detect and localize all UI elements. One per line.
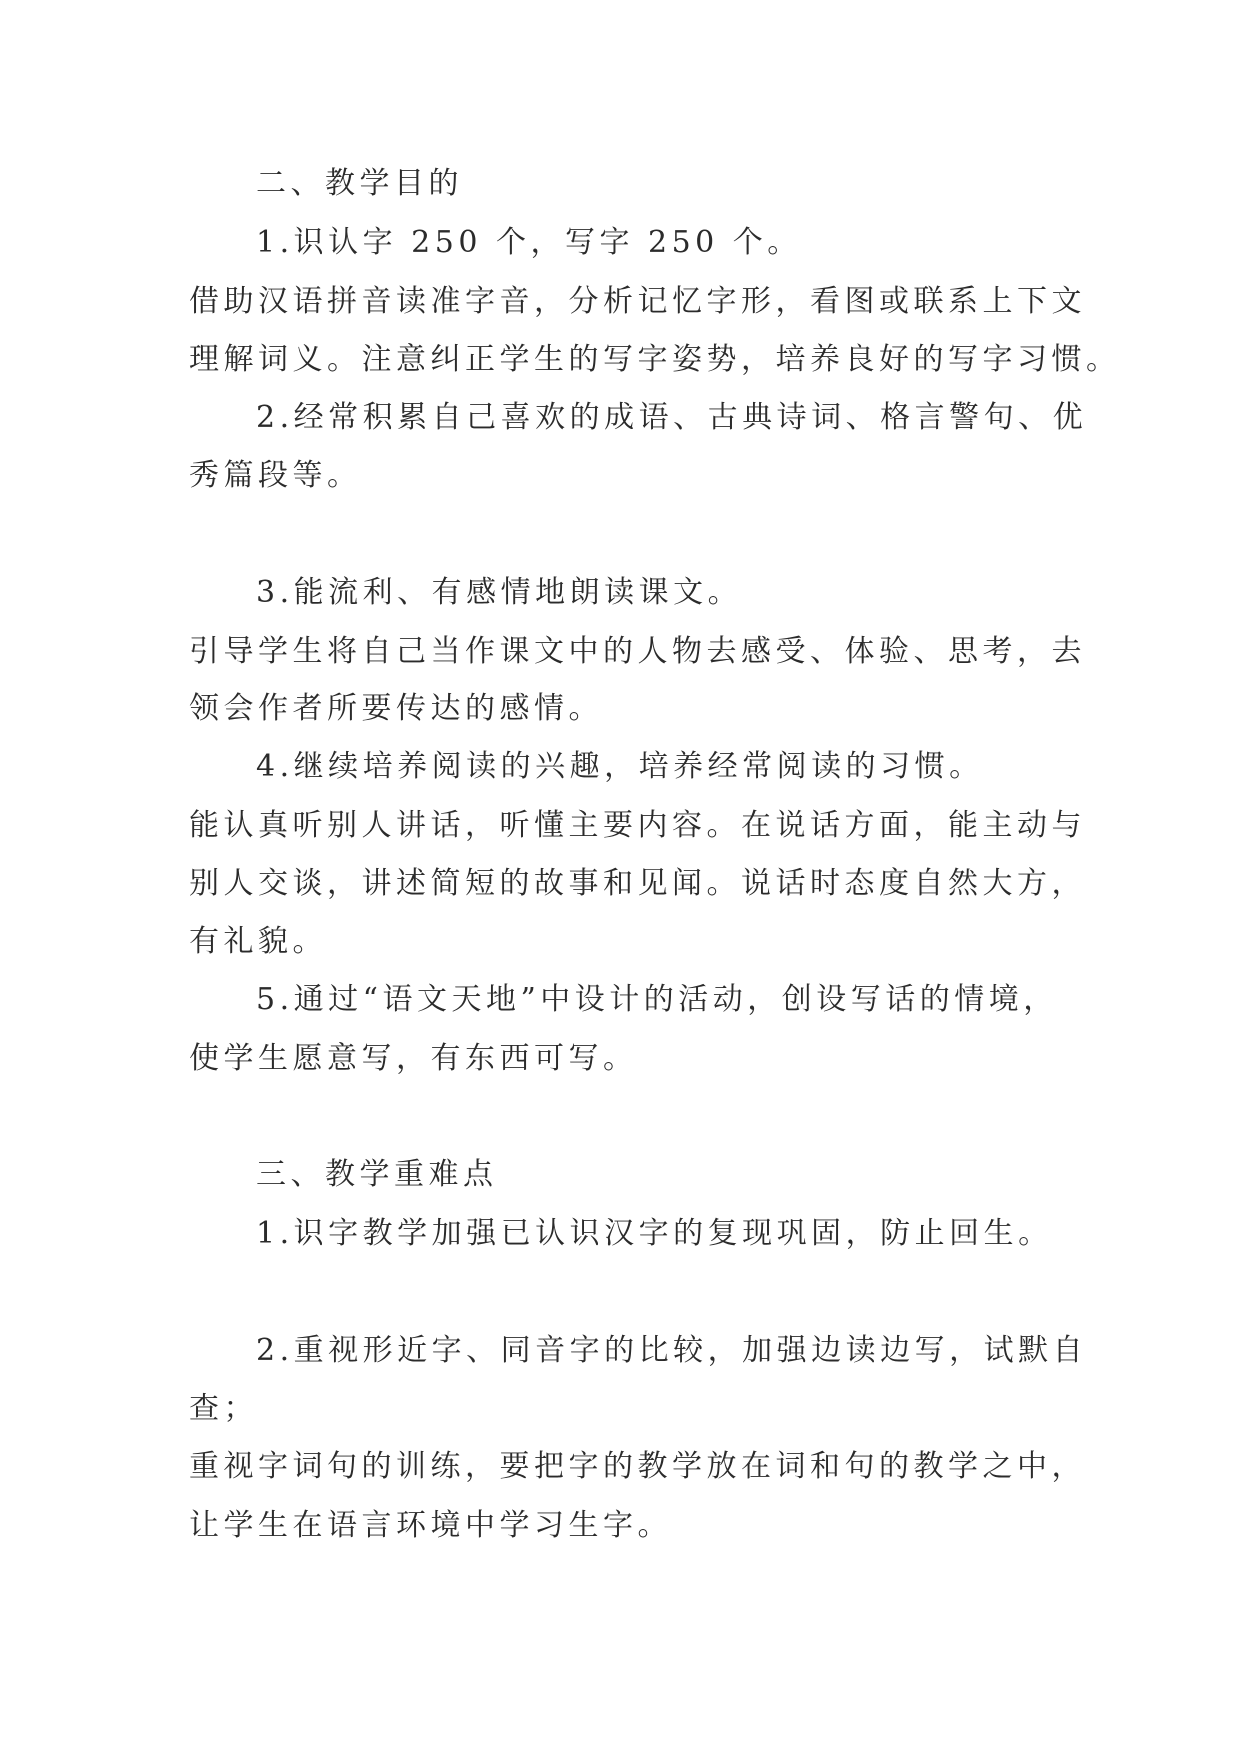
section-heading-key-points: 三、教学重难点 bbox=[256, 1157, 498, 1192]
goal-item-4: 4.继续培养阅读的兴趣，培养经常阅读的习惯。 bbox=[256, 749, 984, 784]
paragraph-line: 有礼貌。 bbox=[189, 924, 327, 959]
paragraph-line: 使学生愿意写，有东西可写。 bbox=[189, 1041, 638, 1076]
paragraph-line: 引导学生将自己当作课文中的人物去感受、体验、思考，去 bbox=[189, 634, 1086, 669]
paragraph-line: 能认真听别人讲话，听懂主要内容。在说话方面，能主动与 bbox=[189, 808, 1086, 843]
goal-item-3: 3.能流利、有感情地朗读课文。 bbox=[256, 575, 743, 610]
paragraph-line: 让学生在语言环境中学习生字。 bbox=[189, 1508, 672, 1543]
paragraph-line: 别人交谈，讲述简短的故事和见闻。说话时态度自然大方， bbox=[189, 866, 1086, 901]
paragraph-line: 查； bbox=[189, 1391, 258, 1426]
goal-item-1: 1.识认字 250 个，写字 250 个。 bbox=[256, 225, 802, 260]
goal-item-2: 2.经常积累自己喜欢的成语、古典诗词、格言警句、优 bbox=[256, 400, 1088, 435]
paragraph-line: 理解词义。注意纠正学生的写字姿势，培养良好的写字习惯。 bbox=[189, 342, 1121, 377]
paragraph-line: 借助汉语拼音读准字音，分析记忆字形，看图或联系上下文 bbox=[189, 284, 1086, 319]
key-point-item-1: 1.识字教学加强已认识汉字的复现巩固，防止回生。 bbox=[256, 1216, 1053, 1251]
key-point-item-2: 2.重视形近字、同音字的比较，加强边读边写，试默自 bbox=[256, 1333, 1088, 1368]
paragraph-line: 重视字词句的训练，要把字的教学放在词和句的教学之中， bbox=[189, 1449, 1086, 1484]
goal-item-5: 5.通过“语文天地”中设计的活动，创设写话的情境， bbox=[256, 982, 1058, 1017]
paragraph-line: 秀篇段等。 bbox=[189, 458, 362, 493]
section-heading-teaching-goals: 二、教学目的 bbox=[256, 166, 463, 201]
paragraph-line: 领会作者所要传达的感情。 bbox=[189, 691, 603, 726]
